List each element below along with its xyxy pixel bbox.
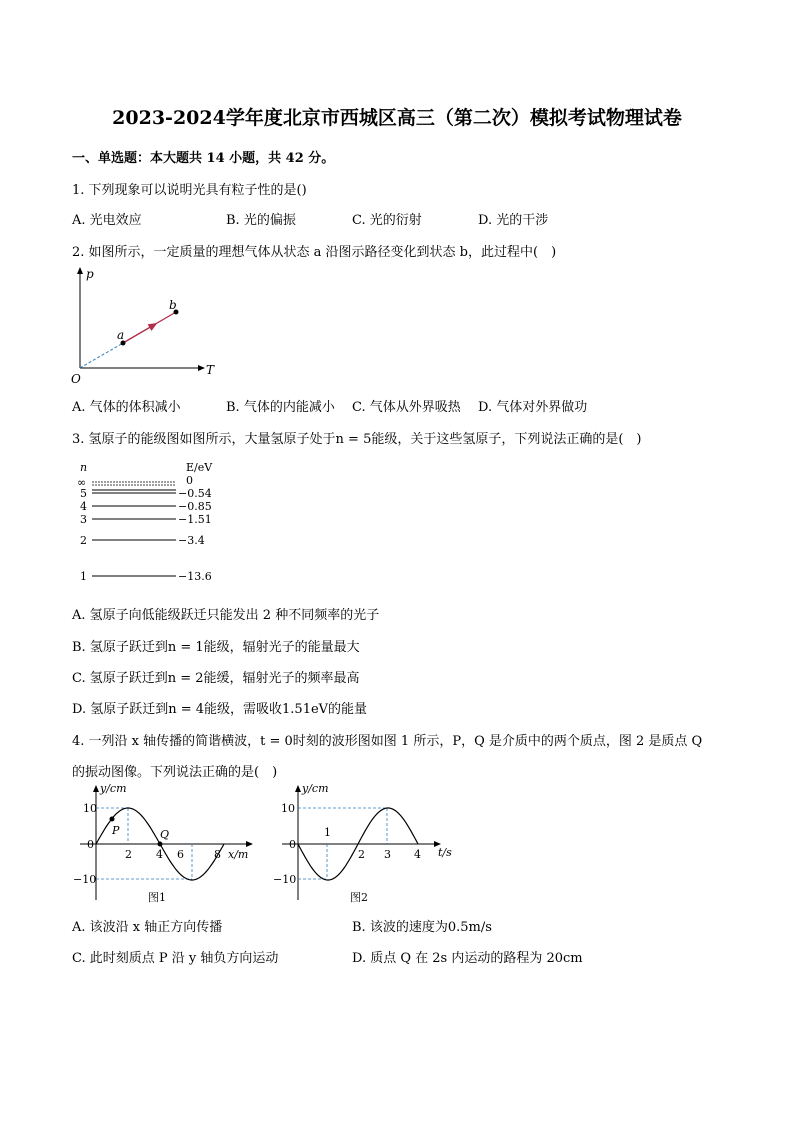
level-inf-e: 0 bbox=[186, 474, 193, 487]
fig2-xtick-3: 3 bbox=[384, 848, 391, 861]
q2-option-b: B. 气体的内能减小 bbox=[226, 400, 335, 415]
point-q-dot bbox=[158, 842, 163, 847]
level-2-e: −3.4 bbox=[178, 534, 205, 547]
fig2-origin: 0 bbox=[289, 838, 296, 851]
q4-option-c: C. 此时刻质点 P 沿 y 轴负方向运动 bbox=[72, 951, 279, 966]
fig1-xlabel: x/m bbox=[228, 848, 249, 861]
q1-option-d: D. 光的干涉 bbox=[478, 213, 549, 228]
q3-option-c: C. 氢原子跃迁到n = 2能缓，辐射光子的频率最高 bbox=[72, 671, 360, 686]
level-2-n: 2 bbox=[80, 534, 87, 547]
fig1-origin: 0 bbox=[87, 838, 94, 851]
dashed-extension bbox=[80, 343, 123, 368]
q3-energy-level-diagram bbox=[72, 455, 232, 590]
e-header: E/eV bbox=[186, 461, 213, 474]
q2-option-c: C. 气体从外界吸热 bbox=[352, 400, 461, 415]
fig2-xtick-2: 2 bbox=[358, 848, 365, 861]
q1-option-c: C. 光的衍射 bbox=[352, 213, 422, 228]
fig2-xlabel: t/s bbox=[438, 846, 452, 859]
level-3-n: 3 bbox=[80, 513, 87, 526]
q4-fig2-vibration bbox=[272, 780, 462, 910]
level-5-n: 5 bbox=[80, 487, 87, 500]
fig1-p-label: P bbox=[112, 824, 120, 837]
q3-option-a: A. 氢原子向低能级跃迁只能发出 2 种不同频率的光子 bbox=[72, 608, 380, 623]
fig2-ytick-10: 10 bbox=[281, 802, 295, 815]
fig1-q-label: Q bbox=[160, 828, 170, 841]
fig2-xtick-1: 1 bbox=[324, 826, 331, 839]
level-1-n: 1 bbox=[80, 570, 87, 583]
q3-stem: 3. 氢原子的能级图如图所示，大量氢原子处于n = 5能级，关于这些氢原子，下列说法正确的是( ) bbox=[72, 432, 642, 447]
q4-option-a: A. 该波沿 x 轴正方向传播 bbox=[72, 920, 223, 935]
exam-title: 2023-2024学年度北京市西城区高三（第二次）模拟考试物理试卷 bbox=[112, 107, 682, 129]
q1-option-a: A. 光电效应 bbox=[72, 213, 142, 228]
n-header: n bbox=[80, 461, 88, 474]
q4-option-b: B. 该波的速度为0.5m/s bbox=[352, 920, 492, 935]
fig2-caption: 图2 bbox=[350, 891, 368, 904]
point-b-label: b bbox=[169, 298, 177, 312]
level-4-e: −0.85 bbox=[178, 500, 212, 513]
level-5-e: −0.54 bbox=[178, 487, 212, 500]
fig2-ylabel: y/cm bbox=[302, 782, 329, 795]
t-label: T bbox=[206, 363, 215, 377]
fig1-ytick-10: 10 bbox=[83, 802, 97, 815]
fig2-xtick-4: 4 bbox=[414, 848, 421, 861]
level-3-e: −1.51 bbox=[178, 513, 212, 526]
fig1-xtick-4: 4 bbox=[156, 848, 163, 861]
fig1-xtick-6: 6 bbox=[177, 848, 184, 861]
origin-label: O bbox=[71, 372, 81, 386]
q3-option-d: D. 氢原子跃迁到n = 4能级，需吸收1.51eV的能量 bbox=[72, 702, 368, 717]
point-p-dot bbox=[110, 817, 115, 822]
level-inf-n: ∞ bbox=[77, 476, 87, 489]
q4-fig1-waveform bbox=[70, 780, 260, 910]
q2-option-d: D. 气体对外界做功 bbox=[478, 400, 588, 415]
fig1-ylabel: y/cm bbox=[100, 782, 127, 795]
point-a-label: a bbox=[117, 328, 125, 342]
q1-stem: 1. 下列现象可以说明光具有粒子性的是() bbox=[72, 183, 307, 198]
q3-option-b: B. 氢原子跃迁到n = 1能级，辐射光子的能量最大 bbox=[72, 640, 360, 655]
fig1-xtick-2: 2 bbox=[125, 848, 132, 861]
q4-option-d: D. 质点 Q 在 2s 内运动的路程为 20cm bbox=[352, 951, 583, 966]
fig1-ytick-neg10: −10 bbox=[73, 873, 97, 886]
fig1-xtick-8: 8 bbox=[214, 848, 221, 861]
q1-option-b: B. 光的偏振 bbox=[226, 213, 296, 228]
level-4-n: 4 bbox=[80, 500, 87, 513]
q4-stem-line2: 的振动图像。下列说法正确的是( ) bbox=[72, 765, 278, 780]
q2-pt-diagram bbox=[68, 262, 228, 387]
q2-stem: 2. 如图所示，一定质量的理想气体从状态 a 沿图示路径变化到状态 b，此过程中( ) bbox=[72, 245, 557, 260]
q2-option-a: A. 气体的体积减小 bbox=[72, 400, 181, 415]
level-1-e: −13.6 bbox=[178, 570, 212, 583]
q4-stem-line1: 4. 一列沿 x 轴传播的简谐横波，t = 0时刻的波形图如图 1 所示，P，Q 是介质中的两个质点，图 2 是质点 Q bbox=[72, 734, 703, 749]
section-heading: 一、单选题：本大题共 14 小题，共 42 分。 bbox=[72, 151, 335, 166]
fig1-caption: 图1 bbox=[148, 891, 166, 904]
fig2-ytick-neg10: −10 bbox=[273, 873, 297, 886]
p-label: p bbox=[86, 267, 94, 281]
